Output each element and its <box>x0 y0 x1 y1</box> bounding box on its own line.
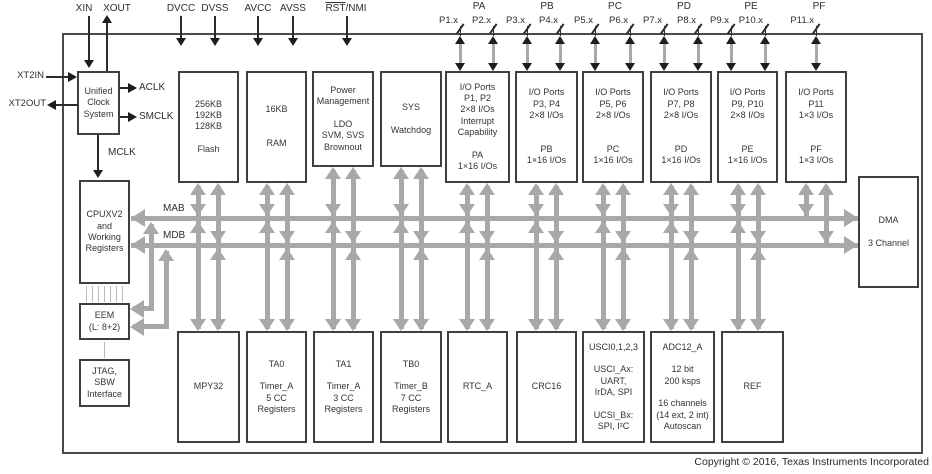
bus-connector-arrow-icon <box>730 221 746 233</box>
bus-connector-arrow-icon <box>683 231 699 243</box>
mab-arrow-to-dma-icon <box>844 209 858 227</box>
block-jtag-sbw: JTAG, SBW Interface <box>79 359 130 407</box>
bus-connector-arrow-icon <box>615 231 631 243</box>
pin-stem-p2x <box>492 42 495 65</box>
bus-connector-arrow-icon <box>798 183 814 195</box>
bus-connector-arrow-icon <box>595 204 611 216</box>
bus-connector-arrow-icon <box>279 248 295 260</box>
pin-arrow-up-icon <box>522 36 532 44</box>
bus-connector-arrow-icon <box>190 204 206 216</box>
bus-connector-arrow-icon <box>325 221 341 233</box>
pin-arrow-down-icon <box>625 63 635 71</box>
bus-connector-arrow-icon <box>818 231 834 243</box>
bus-connector-arrow-icon <box>730 204 746 216</box>
port-group-label-pb: PB <box>540 1 554 12</box>
pin-label-xin: XIN <box>75 3 93 14</box>
bus-connector-arrow-icon <box>750 319 766 331</box>
eem-arrow-icon <box>130 300 144 318</box>
rst-overlined: $\overline{RST}$ <box>325 3 346 14</box>
bus-connector-line <box>465 221 470 329</box>
pin-label-avcc: AVCC <box>244 3 272 14</box>
pin-label-dvss: DVSS <box>201 3 229 14</box>
bus-connector-arrow-icon <box>548 319 564 331</box>
bus-connector-arrow-icon <box>615 319 631 331</box>
pin-arrow-up-icon <box>488 36 498 44</box>
bus-connector-arrow-icon <box>798 204 814 216</box>
bus-connector-arrow-icon <box>259 221 275 233</box>
cpu-eem-hatch <box>92 286 93 302</box>
bus-connector-arrow-icon <box>345 319 361 331</box>
pin-line-avcc <box>257 16 259 39</box>
bus-connector-arrow-icon <box>479 231 495 243</box>
xt2out-line <box>56 104 78 106</box>
bus-connector-arrow-icon <box>479 319 495 331</box>
bus-connector-arrow-icon <box>528 221 544 233</box>
bus-connector-arrow-icon <box>210 231 226 243</box>
pin-stem-p3x <box>526 42 529 65</box>
bus-connector-arrow-icon <box>615 248 631 260</box>
pin-label-p9x: P9.x <box>709 15 729 26</box>
pin-label-p7x: P7.x <box>642 15 662 26</box>
bus-connector-arrow-icon <box>459 221 475 233</box>
bus-connector-arrow-icon <box>210 183 226 195</box>
bus-connector-arrow-icon <box>548 183 564 195</box>
bus-connector-arrow-icon <box>528 204 544 216</box>
eem-jtag-line <box>104 342 105 358</box>
bus-connector-line <box>265 221 270 329</box>
port-group-label-pe: PE <box>744 1 758 12</box>
bus-connector-arrow-icon <box>750 183 766 195</box>
mdb-label: MDB <box>163 230 186 241</box>
pin-arrow-up-icon <box>811 36 821 44</box>
pin-stem-p1x <box>459 42 462 65</box>
bus-connector-arrow-icon <box>459 319 475 331</box>
bus-connector-arrow-icon <box>345 167 361 179</box>
bus-connector-arrow-icon <box>479 248 495 260</box>
pin-arrow-down-icon <box>210 38 220 46</box>
pin-label-p8x: P8.x <box>676 15 696 26</box>
pin-line-dvss <box>214 16 216 39</box>
bus-connector-arrow-icon <box>683 319 699 331</box>
pin-line-avss <box>292 16 294 39</box>
bus-connector-arrow-icon <box>413 248 429 260</box>
bus-connector-arrow-icon <box>259 204 275 216</box>
pin-arrow-down-icon <box>590 63 600 71</box>
bus-connector-line <box>351 248 356 329</box>
block-crc16: CRC16 <box>516 331 577 443</box>
bus-connector-arrow-icon <box>279 231 295 243</box>
pin-label-dvcc: DVCC <box>166 3 196 14</box>
pin-label-p11x: P11.x <box>790 15 814 26</box>
pin-label-avss: AVSS <box>280 3 306 14</box>
pin-arrow-down-icon <box>760 63 770 71</box>
block-flash: 256KB 192KB 128KB Flash <box>178 71 239 183</box>
block-ta1: TA1 Timer_A 3 CC Registers <box>313 331 374 443</box>
mclk-line <box>97 135 99 171</box>
xt2in-line <box>46 76 69 78</box>
bus-connector-arrow-icon <box>548 231 564 243</box>
bus-connector-arrow-icon <box>615 183 631 195</box>
bus-connector-line <box>285 248 290 329</box>
bus-connector-arrow-icon <box>663 204 679 216</box>
bus-connector-line <box>756 248 761 329</box>
pin-stem-p5x <box>594 42 597 65</box>
pin-stem-p10x <box>764 42 767 65</box>
bus-connector-line <box>689 248 694 329</box>
pin-stem-p7x <box>663 42 666 65</box>
block-rtc: RTC_A <box>447 331 508 443</box>
pin-line-rst-nmi <box>346 16 348 39</box>
bus-connector-arrow-icon <box>459 204 475 216</box>
pin-arrow-up-icon <box>693 36 703 44</box>
smclk-label: SMCLK <box>139 111 174 122</box>
bus-connector-arrow-icon <box>595 319 611 331</box>
pin-stem-p8x <box>697 42 700 65</box>
block-cpu: CPUXV2 and Working Registers <box>79 180 130 284</box>
block-usci: USCI0,1,2,3 USCI_Ax: UART, IrDA, SPI UCSI_Bx: SPI, I²C <box>582 331 645 443</box>
block-dma: DMA 3 Channel <box>858 176 919 288</box>
aclk-arrow-icon <box>128 83 137 93</box>
xt2in-arrow-icon <box>68 72 77 82</box>
block-power-management: Power Management LDO SVM, SVS Brownout <box>312 71 374 167</box>
port-group-label-pd: PD <box>677 1 691 12</box>
xin-arrow-icon <box>84 60 94 68</box>
bus-connector-arrow-icon <box>210 319 226 331</box>
smclk-arrow-icon <box>128 112 137 122</box>
bus-connector-arrow-icon <box>413 319 429 331</box>
mclk-arrow-icon <box>93 170 103 178</box>
bus-connector-arrow-icon <box>663 319 679 331</box>
pin-arrow-down-icon <box>488 63 498 71</box>
block-io-ports-pa: I/O Ports P1, P2 2×8 I/Os Interrupt Capability PA 1×16 I/Os <box>445 71 510 183</box>
pin-arrow-up-icon <box>760 36 770 44</box>
bus-connector-line <box>196 221 201 329</box>
pin-arrow-down-icon <box>253 38 263 46</box>
bus-connector-arrow-icon <box>393 221 409 233</box>
bus-connector-arrow-icon <box>210 248 226 260</box>
bus-connector-arrow-icon <box>393 204 409 216</box>
bus-connector-arrow-icon <box>595 183 611 195</box>
xin-line <box>88 16 90 62</box>
pin-stem-p9x <box>730 42 733 65</box>
eem-arrow-icon <box>130 318 144 336</box>
xout-line <box>106 23 108 71</box>
pin-label-xt2out: XT2OUT <box>8 98 46 109</box>
block-tb0: TB0 Timer_B 7 CC Registers <box>380 331 442 443</box>
bus-connector-line <box>485 248 490 329</box>
bus-connector-arrow-icon <box>190 183 206 195</box>
pin-stem-p4x <box>559 42 562 65</box>
bus-connector-line <box>534 221 539 329</box>
pin-label-xout: XOUT <box>103 3 131 14</box>
cpu-eem-hatch <box>98 286 99 302</box>
bus-connector-arrow-icon <box>528 319 544 331</box>
bus-connector-arrow-icon <box>325 204 341 216</box>
block-eem: EEM (L: 8+2) <box>79 303 130 340</box>
bus-connector-arrow-icon <box>548 248 564 260</box>
block-adc12: ADC12_A 12 bit 200 ksps 16 channels (14 ext, 2 int) Autoscan <box>650 331 715 443</box>
xt2out-arrow-icon <box>47 100 56 110</box>
block-io-ports-pb: I/O Ports P3, P4 2×8 I/Os PB 1×16 I/Os <box>515 71 578 183</box>
bus-connector-arrow-icon <box>279 183 295 195</box>
cpu-eem-hatch <box>116 286 117 302</box>
pin-label-p5x: P5.x <box>573 15 593 26</box>
xout-arrow-icon <box>102 15 112 23</box>
bus-connector-line <box>216 248 221 329</box>
pin-label-p3x: P3.x <box>505 15 525 26</box>
bus-connector-arrow-icon <box>259 183 275 195</box>
bus-connector-arrow-icon <box>413 167 429 179</box>
cpu-eem-hatch <box>110 286 111 302</box>
block-sys-watchdog: SYS Watchdog <box>380 71 442 167</box>
pin-arrow-up-icon <box>726 36 736 44</box>
block-ta0: TA0 Timer_A 5 CC Registers <box>246 331 307 443</box>
pin-label-p6x: P6.x <box>608 15 628 26</box>
copyright-note: Copyright © 2016, Texas Instruments Incorporated <box>694 456 929 468</box>
block-io-ports-pd: I/O Ports P7, P8 2×8 I/Os PD 1×16 I/Os <box>650 71 712 183</box>
bus-connector-line <box>554 248 559 329</box>
pin-arrow-up-icon <box>555 36 565 44</box>
pin-arrow-down-icon <box>659 63 669 71</box>
bus-connector-arrow-icon <box>479 183 495 195</box>
pin-arrow-down-icon <box>176 38 186 46</box>
pin-arrow-down-icon <box>811 63 821 71</box>
pin-arrow-down-icon <box>555 63 565 71</box>
block-io-ports-pc: I/O Ports P5, P6 2×8 I/Os PC 1×16 I/Os <box>582 71 644 183</box>
block-io-ports-pf: I/O Ports P11 1×3 I/Os PF 1×3 I/Os <box>785 71 847 183</box>
bus-connector-arrow-icon <box>683 183 699 195</box>
bus-connector-arrow-icon <box>345 248 361 260</box>
eem-riser-arrow-icon <box>143 222 159 234</box>
bus-connector-arrow-icon <box>393 167 409 179</box>
pin-arrow-down-icon <box>522 63 532 71</box>
bus-connector-arrow-icon <box>528 183 544 195</box>
bus-connector-arrow-icon <box>663 183 679 195</box>
block-mpy32: MPY32 <box>177 331 240 443</box>
bus-connector-line <box>621 248 626 329</box>
bus-connector-arrow-icon <box>818 183 834 195</box>
block-ram: 16KB RAM <box>246 71 307 183</box>
pin-label-p1x: P1.x <box>438 15 458 26</box>
bus-connector-line <box>419 248 424 329</box>
pin-label-xt2in: XT2IN <box>17 70 44 81</box>
eem-riser-line <box>164 251 169 329</box>
pin-label-p10x: P10.x <box>738 15 763 26</box>
block-io-ports-pe: I/O Ports P9, P10 2×8 I/Os PE 1×16 I/Os <box>717 71 778 183</box>
pin-arrow-up-icon <box>455 36 465 44</box>
block-unified-clock-system: Unified Clock System <box>77 71 120 135</box>
bus-connector-arrow-icon <box>459 183 475 195</box>
cpu-eem-hatch <box>122 286 123 302</box>
bus-connector-line <box>736 221 741 329</box>
bus-connector-arrow-icon <box>750 248 766 260</box>
bus-connector-arrow-icon <box>663 221 679 233</box>
mab-bus <box>131 216 858 221</box>
pin-arrow-down-icon <box>726 63 736 71</box>
nmi-rest: /NMI <box>345 3 367 14</box>
bus-connector-arrow-icon <box>683 248 699 260</box>
cpu-eem-hatch <box>104 286 105 302</box>
port-group-label-pc: PC <box>608 1 622 12</box>
pin-line-dvcc <box>180 16 182 39</box>
pin-arrow-down-icon <box>342 38 352 46</box>
bus-connector-arrow-icon <box>279 319 295 331</box>
bus-connector-arrow-icon <box>595 221 611 233</box>
mab-label: MAB <box>163 203 185 214</box>
pin-stem-p11x <box>815 42 818 65</box>
mdb-arrow-to-dma-icon <box>844 236 858 254</box>
block-ref: REF <box>721 331 784 443</box>
bus-connector-arrow-icon <box>730 183 746 195</box>
pin-arrow-up-icon <box>625 36 635 44</box>
port-group-label-pf: PF <box>812 1 826 12</box>
bus-connector-arrow-icon <box>345 231 361 243</box>
cpu-eem-hatch <box>86 286 87 302</box>
mdb-arrow-to-cpu-icon <box>131 236 145 254</box>
pin-stem-p6x <box>629 42 632 65</box>
bus-connector-arrow-icon <box>750 231 766 243</box>
bus-connector-arrow-icon <box>190 221 206 233</box>
bus-connector-arrow-icon <box>393 319 409 331</box>
pin-arrow-up-icon <box>659 36 669 44</box>
eem-riser-arrow-icon <box>158 249 174 261</box>
bus-connector-arrow-icon <box>190 319 206 331</box>
pin-label-p2x: P2.x <box>471 15 491 26</box>
pin-label-p4x: P4.x <box>538 15 558 26</box>
bus-connector-line <box>601 221 606 329</box>
bus-connector-line <box>399 221 404 329</box>
bus-connector-arrow-icon <box>259 319 275 331</box>
bus-connector-arrow-icon <box>413 231 429 243</box>
pin-arrow-down-icon <box>288 38 298 46</box>
bus-connector-arrow-icon <box>325 319 341 331</box>
port-group-label-pa: PA <box>472 1 486 12</box>
bus-connector-arrow-icon <box>730 319 746 331</box>
bus-connector-line <box>669 221 674 329</box>
bus-connector-line <box>331 221 336 329</box>
pin-arrow-up-icon <box>590 36 600 44</box>
bus-connector-arrow-icon <box>325 167 341 179</box>
pin-arrow-down-icon <box>693 63 703 71</box>
aclk-label: ACLK <box>139 82 166 93</box>
eem-riser-line <box>149 224 154 311</box>
pin-arrow-down-icon <box>455 63 465 71</box>
mclk-label: MCLK <box>108 147 136 158</box>
